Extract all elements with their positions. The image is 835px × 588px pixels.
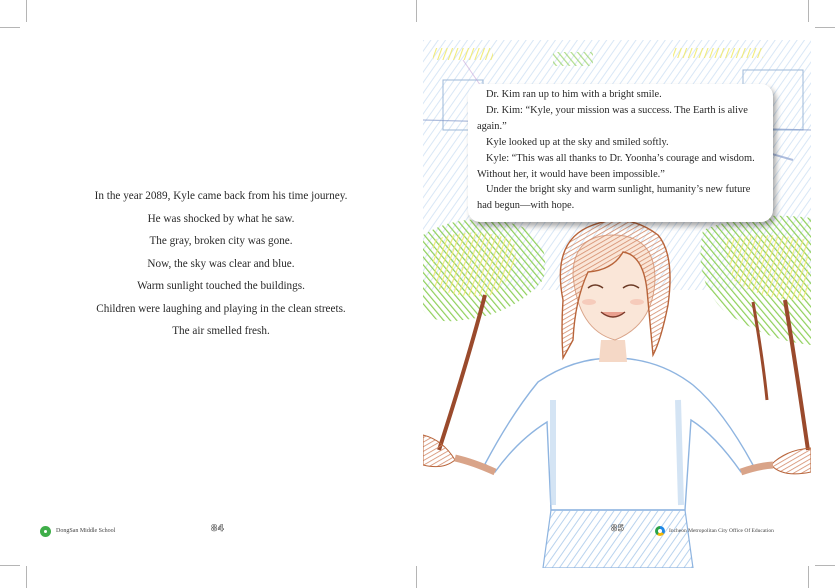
story-line: Children were laughing and playing in the clean streets. <box>96 302 346 315</box>
speech-box <box>468 84 773 222</box>
story-line: The gray, broken city was gone. <box>149 235 293 247</box>
crop-mark <box>0 565 20 566</box>
speech-paragraph: Dr. Kim: “Kyle, your mission was a success. The Earth is alive again.” <box>477 104 748 132</box>
story-line: Now, the sky was clear and blue. <box>147 257 295 270</box>
page-number-right: 85 <box>611 524 625 534</box>
story-text <box>26 185 416 343</box>
girl-neck <box>599 340 627 362</box>
speech-paragraph: Dr. Kim ran up to him with a bright smile. <box>486 89 662 100</box>
crop-mark <box>808 566 809 588</box>
crop-mark <box>815 565 835 566</box>
girl-blush <box>582 299 596 305</box>
page-number-left: 84 <box>211 524 225 534</box>
crop-mark <box>416 0 417 22</box>
speech-paragraph: Kyle: “This was all thanks to Dr. Yoonha’s courage and wisdom. Without her, it would have been impossible.” <box>477 152 755 180</box>
hand-right <box>771 448 811 474</box>
incheon-education-logo-icon <box>655 526 665 536</box>
story-line: The air smelled fresh. <box>172 325 270 337</box>
left-page <box>26 0 416 588</box>
office-name: Incheon Metropolitan City Office Of Education <box>669 528 774 534</box>
story-line: He was shocked by what he saw. <box>147 212 295 225</box>
footer-office <box>655 524 774 538</box>
footer-school <box>40 524 115 538</box>
speech-paragraph: Under the bright sky and warm sunlight, humanity’s new future had begun—with hope. <box>477 184 751 212</box>
story-line: In the year 2089, Kyle came back from his time journey. <box>94 190 348 202</box>
hand-left <box>423 435 455 467</box>
crop-mark <box>815 27 835 28</box>
sky-green-strip <box>553 52 593 66</box>
dongsan-logo-icon <box>40 526 51 537</box>
crop-mark <box>808 0 809 22</box>
sky-yellow-strip <box>433 48 493 60</box>
school-name: DongSan Middle School <box>56 528 116 534</box>
crop-mark <box>416 566 417 588</box>
girl-shirt <box>485 358 753 510</box>
sky-yellow-strip <box>673 48 763 58</box>
speech-paragraph: Kyle looked up at the sky and smiled softly. <box>486 136 669 148</box>
story-line: Warm sunlight touched the buildings. <box>137 280 305 292</box>
crop-mark <box>0 27 20 28</box>
girl-pants <box>543 510 693 568</box>
girl-blush <box>630 299 644 305</box>
